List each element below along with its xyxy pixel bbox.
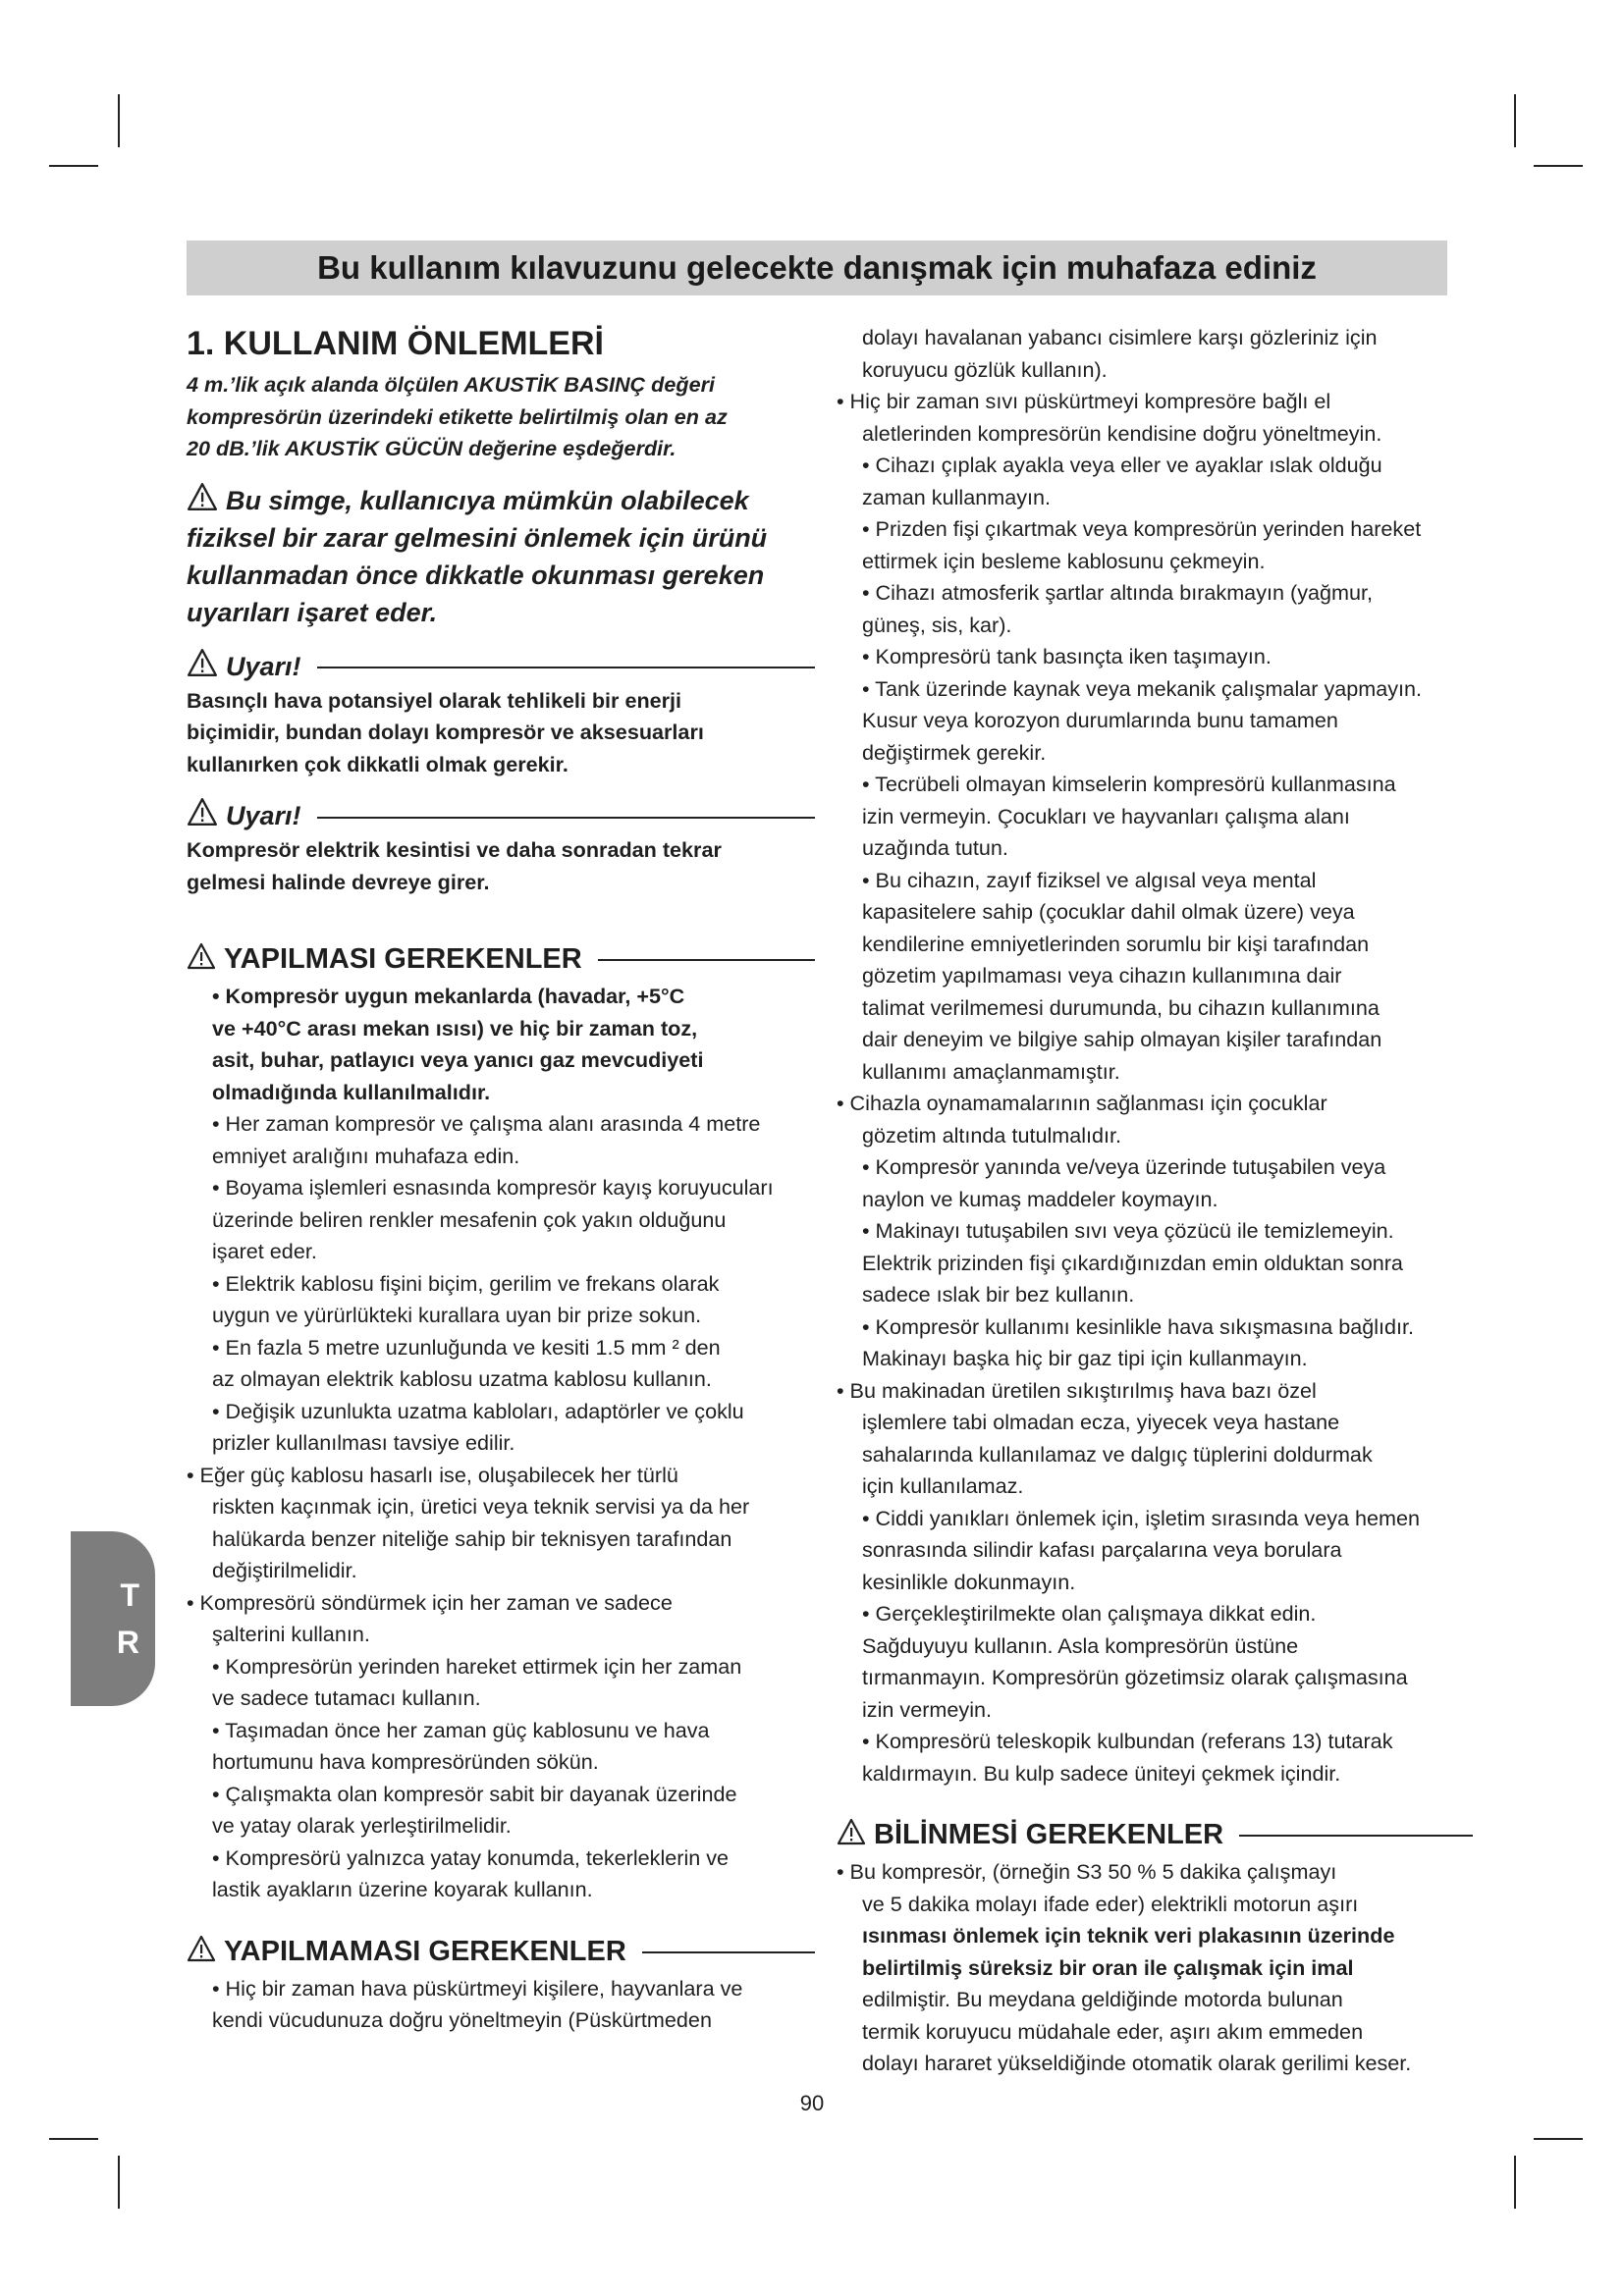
line-text: prizler kullanılması tavsiye edilir. — [212, 1430, 515, 1455]
heading-rule — [317, 817, 815, 819]
text-line — [837, 1920, 1481, 1952]
line-text: YAPILMASI GEREKENLER — [224, 943, 582, 975]
line-text: belirtilmiş süreksiz bir oran ile çalışmak için imal — [862, 1954, 1354, 1980]
text-line — [837, 322, 1481, 354]
line-text: uyarıları işaret eder. — [187, 597, 438, 627]
line-text: • Kompresör kullanımı kesinlikle hava sıkışmasına bağlıdır. — [862, 1313, 1415, 1339]
line-text: riskten kaçınmak için, üretici veya teknik servisi ya da her — [212, 1494, 750, 1519]
line-text: naylon ve kumaş maddeler koymayın. — [862, 1186, 1218, 1211]
line-text: ve 5 dakika molayı ifade eder) elektrikli motorun aşırı — [862, 1891, 1359, 1916]
line-text: izin vermeyin. — [862, 1696, 992, 1722]
line-text: • Kompresörü söndürmek için her zaman ve sadece — [187, 1589, 673, 1615]
line-text: • En fazla 5 metre uzunluğunda ve kesiti 1.5 mm ² den — [212, 1334, 721, 1360]
text-line — [187, 401, 823, 434]
spacer — [187, 1906, 823, 1930]
line-text: edilmiştir. Bu meydana geldiğinde motorda bulunan — [862, 1987, 1343, 2011]
line-text: • Kompresörü tank basınçta iken taşımayın. — [862, 644, 1272, 668]
text-line — [837, 992, 1481, 1025]
warning-icon — [187, 796, 218, 828]
heading-rule — [317, 667, 815, 668]
text-line — [187, 1460, 823, 1492]
line-text: dair deneyim ve bilgiye sahip olmayan kişiler tarafından — [862, 1027, 1382, 1051]
line-text: • Makinayı tutuşabilen sıvı veya çözücü ile temizlemeyin. — [862, 1218, 1394, 1243]
line-text: • Tank üzerinde kaynak veya mekanik çalışmalar yapmayın. — [862, 675, 1423, 701]
text-line — [837, 1120, 1481, 1152]
line-text: • Hiç bir zaman sıvı püskürtmeyi kompresöre bağlı el — [837, 389, 1331, 413]
line-text: • Çalışmakta olan kompresör sabit bir dayanak üzerinde — [212, 1781, 737, 1806]
line-text: şalterini kullanın. — [212, 1622, 370, 1646]
text-line — [187, 1587, 823, 1620]
text-line — [837, 1311, 1481, 1344]
line-text: • Cihazla oynamamalarının sağlanması için çocuklar — [837, 1091, 1327, 1115]
text-line — [837, 1215, 1481, 1248]
text-line — [187, 594, 823, 631]
spacer — [187, 631, 823, 647]
line-text: zaman kullanmayın. — [862, 484, 1052, 509]
line-text: kompresörün üzerindeki etikette belirtilmiş olan en az — [187, 403, 728, 429]
line-text: kullanımı amaçlanmamıştır. — [862, 1058, 1120, 1084]
line-text: • Taşımadan önce her zaman güç kablosunu ve hava — [212, 1717, 710, 1742]
text-line — [837, 2016, 1481, 2049]
heading-rule — [1239, 1835, 1473, 1837]
text-line — [187, 685, 823, 718]
text-line — [837, 513, 1481, 546]
text-line — [837, 610, 1481, 642]
warning-icon — [187, 1934, 216, 1963]
text-line — [187, 717, 823, 749]
text-line — [187, 1300, 823, 1332]
text-line — [837, 1407, 1481, 1439]
text-line — [187, 1363, 823, 1396]
text-line — [837, 801, 1481, 833]
line-text: hortumunu hava kompresöründen sökün. — [212, 1749, 599, 1774]
line-text: Bu simge, kullanıcıya mümkün olabilecek — [226, 485, 749, 515]
line-text: • Kompresör yanında ve/veya üzerinde tutuşabilen veya — [862, 1154, 1386, 1179]
text-line — [187, 1651, 823, 1683]
line-text: ve sadece tutamacı kullanın. — [212, 1685, 481, 1710]
line-text: ve +40°C arası mekan ısısı) ve hiç bir zaman toz, — [212, 1015, 698, 1041]
text-line — [837, 832, 1481, 865]
line-text: • Ciddi yanıkları önlemek için, işletim sırasında veya hemen — [862, 1505, 1421, 1530]
line-text: YAPILMAMASI GEREKENLER — [224, 1935, 626, 1967]
text-line — [837, 1439, 1481, 1471]
text-line — [187, 1044, 823, 1077]
line-text: • Tecrübeli olmayan kimselerin kompresörü kullanmasına — [862, 772, 1396, 796]
text-line — [837, 1151, 1481, 1184]
line-text: Elektrik prizinden fişi çıkardığınızdan emin olduktan sonra — [862, 1250, 1403, 1275]
crop-mark — [1534, 165, 1583, 167]
text-line — [837, 1088, 1481, 1120]
text-line — [837, 960, 1481, 992]
text-line — [187, 1396, 823, 1428]
text-line — [187, 1555, 823, 1587]
text-line — [837, 1726, 1481, 1758]
text-line — [187, 1141, 823, 1173]
right-column — [837, 322, 1481, 2080]
text-line — [187, 2004, 823, 2037]
line-text: kesinlikle dokunmayın. — [862, 1569, 1076, 1594]
text-line — [837, 737, 1481, 770]
line-text: halükarda benzer niteliğe sahip bir teknisyen tarafından — [212, 1525, 732, 1551]
text-line — [187, 1619, 823, 1651]
line-text: termik koruyucu müdahale eder, aşırı akım emmeden — [862, 2018, 1364, 2044]
line-text: üzerinde beliren renkler mesafenin çok yakın olduğunu — [212, 1206, 727, 1232]
text-line — [187, 749, 823, 781]
text-line — [837, 1184, 1481, 1216]
text-line — [187, 1427, 823, 1460]
line-text: talimat verilmemesi durumunda, bu cihazın kullanımına — [862, 994, 1380, 1020]
page-number: 90 — [799, 2091, 825, 2115]
text-line — [837, 1662, 1481, 1694]
line-text: kendilerine emniyetlerinden sorumlu bir kişi tarafından — [862, 931, 1370, 956]
line-text: • Bu kompresör, (örneğin S3 50 % 5 dakika çalışmayı — [837, 1859, 1337, 1884]
line-text: 20 dB.’lik AKUSTİK GÜCÜN değerine eşdeğerdir. — [187, 436, 677, 460]
text-line — [187, 1268, 823, 1301]
text-line — [837, 386, 1481, 418]
line-text: işaret eder. — [212, 1239, 317, 1263]
text-line — [837, 546, 1481, 578]
warning-icon — [187, 647, 218, 678]
line-text: gözetim yapılmaması veya cihazın kullanımına dair — [862, 963, 1342, 988]
text-line — [187, 834, 823, 867]
line-text: • Cihazı atmosferik şartlar altında bırakmayın (yağmur, — [862, 580, 1373, 605]
text-line — [187, 1077, 823, 1109]
line-text: fiziksel bir zarar gelmesini önlemek için ürünü — [187, 522, 768, 553]
spacer — [187, 898, 823, 937]
text-line — [187, 1172, 823, 1204]
heading-rule — [598, 959, 815, 961]
line-text: • Kompresörün yerinden hareket ettirmek için her zaman — [212, 1653, 742, 1679]
line-text: asit, buhar, patlayıcı veya yanıcı gaz mevcudiyeti — [212, 1047, 704, 1072]
line-text: lastik ayakların üzerine koyarak kullanın. — [212, 1877, 593, 1901]
page-banner: Bu kullanım kılavuzunu gelecekte danışmak için muhafaza ediniz — [187, 240, 1447, 295]
text-line — [187, 1682, 823, 1715]
language-tab-letter: R — [116, 1625, 139, 1660]
text-line — [187, 1108, 823, 1141]
text-line — [187, 1332, 823, 1364]
text-line — [187, 1236, 823, 1268]
text-line — [837, 1470, 1481, 1503]
crop-mark — [118, 94, 120, 147]
text-line — [837, 1343, 1481, 1375]
line-text: işlemlere tabi olmadan ecza, yiyecek veya hastane — [862, 1410, 1340, 1434]
text-line — [187, 369, 823, 401]
line-text: kullanmadan önce dikkatle okunması gereken — [187, 560, 765, 590]
line-text: kullanırken çok dikkatli olmak gerekir. — [187, 751, 568, 776]
line-text: kapasitelere sahip (çocuklar dahil olmak üzere) veya — [862, 899, 1355, 924]
spacer — [837, 1789, 1481, 1813]
line-text: için kullanılamaz. — [862, 1473, 1024, 1498]
text-line — [837, 1856, 1481, 1889]
line-text: • Kompresör uygun mekanlarda (havadar, +5°C — [212, 984, 685, 1008]
text-line — [837, 1598, 1481, 1630]
text-line — [837, 1984, 1481, 2016]
line-text: az olmayan elektrik kablosu uzatma kablosu kullanın. — [212, 1366, 712, 1391]
left-column — [187, 322, 823, 2037]
line-text: ettirmek için besleme kablosunu çekmeyin. — [862, 548, 1266, 573]
line-text: olmadığında kullanılmalıdır. — [212, 1079, 491, 1104]
text-line — [187, 481, 823, 519]
text-line — [187, 1204, 823, 1237]
text-line — [187, 519, 823, 557]
text-line — [837, 577, 1481, 610]
text-line — [837, 1248, 1481, 1280]
line-text: • Değişik uzunlukta uzatma kabloları, adaptörler ve çoklu — [212, 1398, 744, 1423]
line-text: 1. KULLANIM ÖNLEMLERİ — [187, 325, 604, 362]
text-line — [837, 1279, 1481, 1311]
line-text: güneş, sis, kar). — [862, 612, 1012, 637]
section-heading — [837, 1813, 1481, 1856]
line-text: Basınçlı hava potansiyel olarak tehlikeli bir enerji — [187, 687, 682, 713]
text-line — [837, 1758, 1481, 1790]
line-text: • Boyama işlemleri esnasında kompresör kayış koruyucuları — [212, 1175, 774, 1200]
text-line — [187, 1810, 823, 1842]
crop-mark — [1514, 2156, 1516, 2209]
text-line — [837, 1375, 1481, 1408]
line-text: Uyarı! — [226, 651, 301, 681]
crop-mark — [118, 2156, 120, 2209]
text-line — [837, 354, 1481, 387]
text-line — [837, 1889, 1481, 1921]
crop-mark — [1514, 94, 1516, 147]
line-text: değiştirmek gerekir. — [862, 739, 1047, 765]
heading-rule — [642, 1951, 815, 1953]
line-text: • Kompresörü teleskopik kulbundan (referans 13) tutarak — [862, 1729, 1393, 1753]
section-heading — [187, 1930, 823, 1973]
line-text: tırmanmayın. Kompresörün gözetimsiz olarak çalışmasına — [862, 1665, 1408, 1689]
line-text: BİLİNMESİ GEREKENLER — [874, 1819, 1224, 1850]
text-line — [837, 769, 1481, 801]
line-text: • Cihazı çıplak ayakla veya eller ve ayaklar ıslak olduğu — [862, 453, 1382, 477]
crop-mark — [1534, 2138, 1583, 2140]
text-line — [187, 1874, 823, 1906]
text-line — [837, 1952, 1481, 1985]
warning-icon — [187, 941, 216, 971]
line-text: Sağduyuyu kullanın. Asla kompresörün üstüne — [862, 1632, 1299, 1658]
line-text: uygun ve yürürlükteki kurallara uyan bir prize sokun. — [212, 1303, 702, 1327]
line-text: sadece ıslak bir bez kullanın. — [862, 1282, 1135, 1307]
text-line — [187, 981, 823, 1013]
line-text: aletlerinden kompresörün kendisine doğru yöneltmeyin. — [862, 420, 1382, 446]
text-line — [837, 1630, 1481, 1663]
line-text: 4 m.’lik açık alanda ölçülen AKUSTİK BASINÇ değeri — [187, 372, 715, 397]
line-text: dolayı hararet yükseldiğinde otomatik olarak gerilimi keser. — [862, 2051, 1412, 2075]
line-text: sonrasında silindir kafası parçalarına veya borulara — [862, 1537, 1342, 1562]
line-text: sahalarında kullanılamaz ve dalgıç tüplerini doldurmak — [862, 1441, 1373, 1467]
line-text: • Eğer güç kablosu hasarlı ise, oluşabilecek her türlü — [187, 1462, 678, 1487]
text-line — [837, 641, 1481, 673]
language-tab-letter: T — [120, 1577, 139, 1613]
text-line — [837, 1024, 1481, 1056]
line-text: • Bu makinadan üretilen sıkıştırılmış hava bazı özel — [837, 1377, 1317, 1403]
text-line — [187, 1715, 823, 1747]
text-line — [187, 433, 823, 465]
line-text: Kusur veya korozyon durumlarında bunu tamamen — [862, 708, 1338, 732]
line-text: Makinayı başka hiç bir gaz tipi için kullanmayın. — [862, 1346, 1308, 1370]
line-text: Uyarı! — [226, 801, 301, 830]
line-text: • Bu cihazın, zayıf fiziksel ve algısal veya mental — [862, 867, 1317, 892]
language-tab — [71, 1531, 155, 1706]
text-line — [837, 929, 1481, 961]
text-line — [837, 896, 1481, 929]
line-text: uzağında tutun. — [862, 835, 1008, 860]
text-line — [837, 1056, 1481, 1089]
text-line — [837, 1534, 1481, 1567]
line-text: ısınması önlemek için teknik veri plakasının üzerinde — [862, 1923, 1395, 1948]
line-text: • Hiç bir zaman hava püskürtmeyi kişilere, hayvanlara ve — [212, 1975, 743, 2001]
crop-mark — [49, 165, 98, 167]
text-line — [187, 1973, 823, 2005]
text-line — [187, 796, 823, 834]
text-line — [187, 647, 823, 685]
text-line — [187, 1746, 823, 1779]
text-line — [187, 557, 823, 594]
line-text: dolayı havalanan yabancı cisimlere karşı gözleriniz için — [862, 325, 1378, 349]
text-line — [837, 1503, 1481, 1535]
text-line — [187, 867, 823, 899]
line-text: emniyet aralığını muhafaza edin. — [212, 1143, 520, 1168]
warning-icon — [837, 1817, 866, 1846]
text-line — [187, 1013, 823, 1045]
line-text: • Her zaman kompresör ve çalışma alanı arasında 4 metre — [212, 1111, 761, 1136]
text-line — [187, 1842, 823, 1875]
line-text: • Elektrik kablosu fişini biçim, gerilim ve frekans olarak — [212, 1270, 720, 1296]
line-text: gözetim altında tutulmalıdır. — [862, 1122, 1122, 1148]
text-line — [187, 1779, 823, 1811]
line-text: ve yatay olarak yerleştirilmelidir. — [212, 1813, 512, 1838]
spacer — [187, 780, 823, 796]
line-text: • Kompresörü yalnızca yatay konumda, tekerleklerin ve — [212, 1844, 730, 1870]
text-line — [837, 418, 1481, 451]
line-text: gelmesi halinde devreye girer. — [187, 869, 490, 894]
text-line — [837, 673, 1481, 706]
line-text: kaldırmayın. Bu kulp sadece üniteyi çekmek içindir. — [862, 1760, 1341, 1786]
line-text: biçimidir, bundan dolayı kompresör ve aksesuarları — [187, 720, 704, 744]
text-line — [187, 1523, 823, 1556]
warning-icon — [187, 481, 218, 512]
section-heading — [187, 322, 823, 365]
text-line — [837, 1694, 1481, 1727]
spacer — [187, 465, 823, 481]
crop-mark — [49, 2138, 98, 2140]
text-line — [837, 1567, 1481, 1599]
line-text: • Gerçekleştirilmekte olan çalışmaya dikkat edin. — [862, 1601, 1317, 1626]
text-line — [837, 705, 1481, 737]
line-text: izin vermeyin. Çocukları ve hayvanları çalışma alanı — [862, 803, 1350, 828]
text-line — [837, 2048, 1481, 2080]
line-text: kendi vücudunuza doğru yöneltmeyin (Püskürtmeden — [212, 2007, 712, 2032]
text-line — [837, 865, 1481, 897]
line-text: • Prizden fişi çıkartmak veya kompresörün yerinden hareket — [862, 516, 1422, 541]
text-line — [837, 450, 1481, 482]
line-text: değiştirilmelidir. — [212, 1558, 357, 1582]
text-line — [837, 482, 1481, 514]
line-text: koruyucu gözlük kullanın). — [862, 356, 1108, 382]
line-text: Kompresör elektrik kesintisi ve daha sonradan tekrar — [187, 837, 722, 862]
section-heading — [187, 937, 823, 981]
text-line — [187, 1491, 823, 1523]
